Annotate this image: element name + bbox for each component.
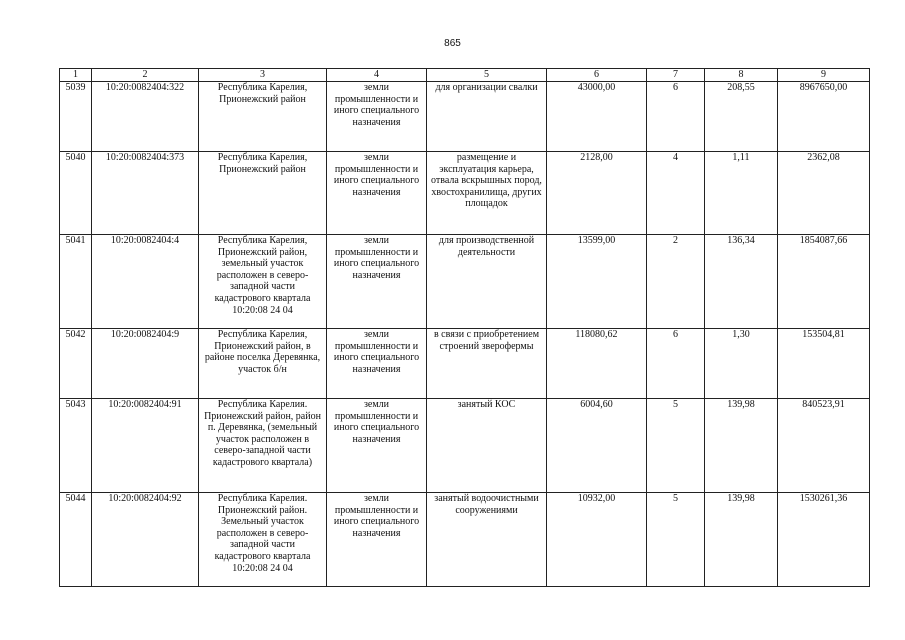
permitted-use: занятый КОС <box>427 399 547 493</box>
col-7-value: 5 <box>647 399 705 493</box>
land-category: земли промышленности и иного специального назначения <box>327 235 427 329</box>
permitted-use: в связи с приобретением строений зверофермы <box>427 329 547 399</box>
cadastral-number: 10:20:0082404:373 <box>92 152 199 235</box>
col-8-value: 1,11 <box>705 152 778 235</box>
permitted-use: для производственной деятельности <box>427 235 547 329</box>
location: Республика Карелия, Прионежский район, земельный участок расположен в северо-западной части кадастрового квартала 10:20:08 24 04 <box>199 235 327 329</box>
header-cell: 7 <box>647 69 705 82</box>
col-7-value: 6 <box>647 82 705 152</box>
location: Республика Карелия. Прионежский район, район п. Деревянка, (земельный участок расположен в северо-западной части кадастрового квартала) <box>199 399 327 493</box>
row-number: 5040 <box>60 152 92 235</box>
land-register-table <box>59 68 870 587</box>
header-cell: 5 <box>427 69 547 82</box>
col-8-value: 1,30 <box>705 329 778 399</box>
table-row <box>60 399 870 493</box>
cadastral-value: 1854087,66 <box>778 235 870 329</box>
permitted-use: для организации свалки <box>427 82 547 152</box>
table-row <box>60 82 870 152</box>
table-row <box>60 152 870 235</box>
table-row <box>60 493 870 587</box>
row-number: 5044 <box>60 493 92 587</box>
row-number: 5041 <box>60 235 92 329</box>
area: 13599,00 <box>547 235 647 329</box>
header-cell: 3 <box>199 69 327 82</box>
cadastral-number: 10:20:0082404:9 <box>92 329 199 399</box>
cadastral-number: 10:20:0082404:91 <box>92 399 199 493</box>
cadastral-value: 1530261,36 <box>778 493 870 587</box>
cadastral-number: 10:20:0082404:92 <box>92 493 199 587</box>
cadastral-value: 840523,91 <box>778 399 870 493</box>
land-category: земли промышленности и иного специального назначения <box>327 493 427 587</box>
area: 2128,00 <box>547 152 647 235</box>
header-cell: 8 <box>705 69 778 82</box>
col-7-value: 4 <box>647 152 705 235</box>
header-cell: 2 <box>92 69 199 82</box>
location: Республика Карелия, Прионежский район <box>199 152 327 235</box>
permitted-use: занятый водоочистными сооружениями <box>427 493 547 587</box>
col-8-value: 208,55 <box>705 82 778 152</box>
table-row <box>60 235 870 329</box>
land-category: земли промышленности и иного специального назначения <box>327 152 427 235</box>
col-8-value: 139,98 <box>705 493 778 587</box>
location: Республика Карелия, Прионежский район <box>199 82 327 152</box>
col-8-value: 136,34 <box>705 235 778 329</box>
area: 118080,62 <box>547 329 647 399</box>
row-number: 5042 <box>60 329 92 399</box>
cadastral-value: 8967650,00 <box>778 82 870 152</box>
location: Республика Карелия, Прионежский район, в районе поселка Деревянка, участок б/н <box>199 329 327 399</box>
cadastral-value: 2362,08 <box>778 152 870 235</box>
land-category: земли промышленности и иного специального назначения <box>327 399 427 493</box>
page-number: 865 <box>444 38 461 49</box>
col-7-value: 2 <box>647 235 705 329</box>
col-8-value: 139,98 <box>705 399 778 493</box>
header-cell: 6 <box>547 69 647 82</box>
col-7-value: 5 <box>647 493 705 587</box>
land-category: земли промышленности и иного специального назначения <box>327 82 427 152</box>
header-cell: 1 <box>60 69 92 82</box>
header-cell: 4 <box>327 69 427 82</box>
location: Республика Карелия. Прионежский район. Земельный участок расположен в северо-западной части кадастрового квартала 10:20:08 24 04 <box>199 493 327 587</box>
permitted-use: размещение и эксплуатация карьера, отвала вскрышных пород, хвостохранилища, других площадок <box>427 152 547 235</box>
table-row <box>60 329 870 399</box>
row-number: 5043 <box>60 399 92 493</box>
row-number: 5039 <box>60 82 92 152</box>
land-category: земли промышленности и иного специального назначения <box>327 329 427 399</box>
header-row <box>60 69 870 82</box>
header-cell: 9 <box>778 69 870 82</box>
cadastral-number: 10:20:0082404:4 <box>92 235 199 329</box>
area: 6004,60 <box>547 399 647 493</box>
cadastral-number: 10:20:0082404:322 <box>92 82 199 152</box>
area: 10932,00 <box>547 493 647 587</box>
cadastral-value: 153504,81 <box>778 329 870 399</box>
col-7-value: 6 <box>647 329 705 399</box>
area: 43000,00 <box>547 82 647 152</box>
